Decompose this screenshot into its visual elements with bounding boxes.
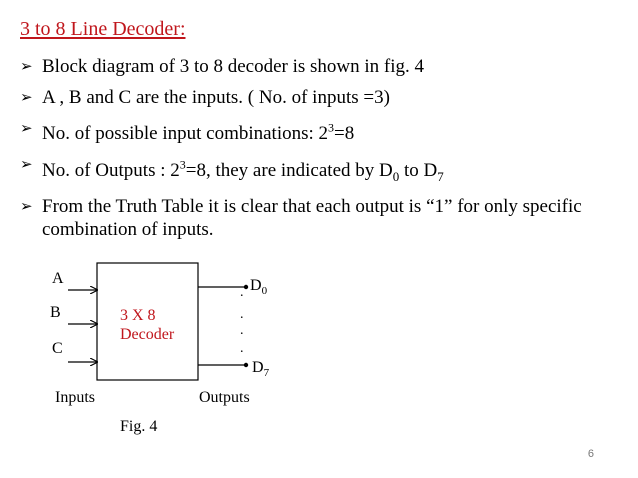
output-dot-d7 bbox=[244, 363, 248, 367]
slide-title: 3 to 8 Line Decoder: bbox=[20, 18, 186, 40]
input-label-c: C bbox=[52, 340, 63, 357]
arrow-bullet-icon: ➢ bbox=[20, 88, 33, 106]
output-label-d0 bbox=[250, 277, 268, 297]
ellipsis-dot: . bbox=[240, 307, 244, 322]
bullet-item bbox=[20, 55, 620, 78]
output-label-d7 bbox=[252, 359, 270, 379]
subscript: 7 bbox=[437, 168, 444, 184]
decoder-block bbox=[97, 263, 198, 380]
output-label-d0-sub: 0 bbox=[261, 285, 268, 297]
input-label-b: B bbox=[50, 304, 61, 321]
text-segment: to D bbox=[399, 159, 438, 181]
ellipsis-dot: . bbox=[240, 341, 244, 356]
page-number: 6 bbox=[587, 448, 594, 460]
text-segment: No. of possible input combinations: 2 bbox=[42, 123, 329, 145]
bullet-text bbox=[42, 157, 444, 184]
text-segment: No. of Outputs : 2 bbox=[42, 159, 180, 181]
output-label-d7-letter: D bbox=[252, 359, 264, 376]
text-segment: =8, they are indicated by D bbox=[185, 159, 393, 181]
bullet-item bbox=[20, 195, 620, 241]
figure-caption: Fig. 4 bbox=[120, 418, 158, 435]
text-segment: =8 bbox=[334, 123, 355, 145]
arrow-bullet-icon: ➢ bbox=[20, 155, 33, 174]
arrow-bullet-icon: ➢ bbox=[20, 57, 33, 75]
bullet-text: Block diagram of 3 to 8 decoder is shown in fig. 4 bbox=[42, 56, 425, 77]
input-label-a: A bbox=[52, 270, 64, 287]
ellipsis-dot: . bbox=[240, 323, 244, 338]
arrow-bullet-icon: ➢ bbox=[20, 119, 33, 137]
bullet-list bbox=[20, 55, 620, 249]
bullet-text bbox=[42, 123, 354, 144]
superscript: 3 bbox=[179, 157, 186, 172]
inputs-label: Inputs bbox=[55, 389, 95, 406]
block-label-decoder: Decoder bbox=[120, 326, 175, 343]
superscript: 3 bbox=[328, 121, 335, 135]
output-label-d7-sub: 7 bbox=[263, 367, 270, 379]
output-dot-d0 bbox=[244, 285, 248, 289]
arrow-bullet-icon: ➢ bbox=[20, 197, 33, 216]
bullet-item bbox=[20, 86, 620, 109]
subscript: 0 bbox=[392, 168, 400, 184]
bullet-text: From the Truth Table it is clear that each output is “1” for only specific combination of inputs. bbox=[42, 196, 582, 241]
block-label-size: 3 X 8 bbox=[120, 307, 156, 324]
bullet-text: A , B and C are the inputs. ( No. of inputs =3) bbox=[42, 87, 390, 108]
bullet-item bbox=[20, 117, 620, 145]
outputs-label: Outputs bbox=[199, 389, 250, 406]
output-label-d0-letter: D bbox=[250, 277, 262, 294]
ellipsis-dot: . bbox=[240, 285, 244, 300]
bullet-item bbox=[20, 153, 620, 187]
